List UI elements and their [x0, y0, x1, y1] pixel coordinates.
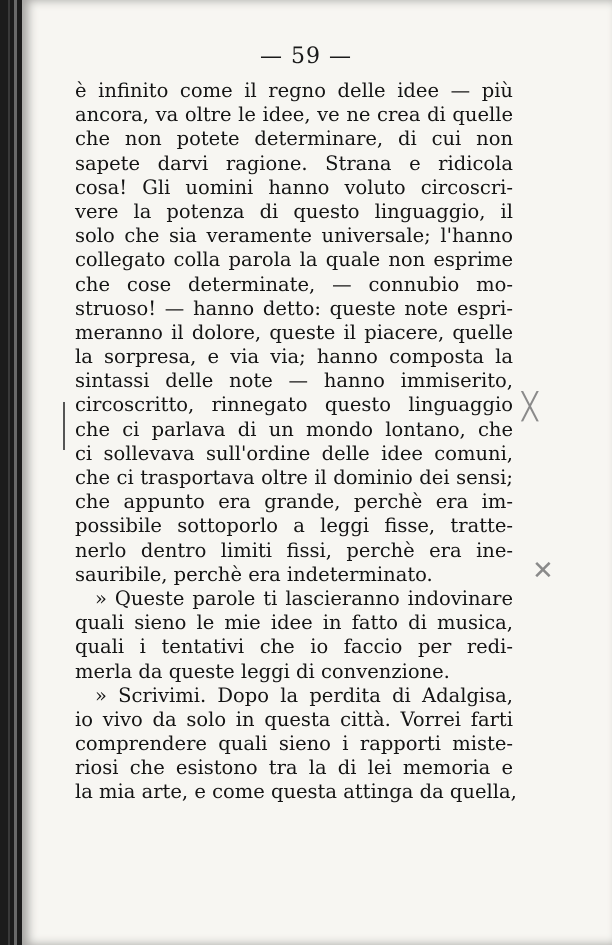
text-line: comprendere quali sieno i rapporti miste-	[75, 732, 513, 756]
margin-cross-mark-2: ✕	[532, 556, 554, 586]
text-line: la sorpresa, e via via; hanno composta la	[75, 345, 513, 369]
margin-cross-mark: ╳	[522, 392, 538, 422]
text-line: che appunto era grande, perchè era im-	[75, 490, 513, 514]
text-line: ci sollevava sull'ordine delle idee comuni,	[75, 441, 513, 465]
body-text	[75, 79, 517, 805]
text-line: è infinito come il regno delle idee — più	[75, 79, 513, 102]
text-line: vere la potenza di questo linguaggio, il	[75, 199, 513, 223]
binding-edge-dark	[8, 0, 10, 945]
text-line: » Scrivimi. Dopo la perdita di Adalgisa,	[95, 683, 513, 707]
text-line: » Queste parole ti lascieranno indovinare	[95, 586, 513, 610]
text-line: che ci trasportava oltre il dominio dei sensi;	[75, 466, 513, 489]
page-number: — 59 —	[260, 44, 352, 69]
text-line: che non potete determinare, di cui non	[75, 127, 513, 151]
text-line: struoso! — hanno detto: queste note espri-	[75, 296, 513, 320]
text-line: sapete darvi ragione. Strana e ridicola	[75, 151, 513, 175]
text-line: solo che sia veramente universale; l'hanno	[75, 224, 513, 248]
text-line: che ci parlava di un mondo lontano, che	[75, 417, 513, 441]
text-line: merla da queste leggi di convenzione.	[75, 659, 450, 683]
margin-bracket-mark	[63, 402, 65, 450]
text-line: quali i tentativi che io faccio per redi-	[75, 635, 513, 659]
text-line: sauribile, perchè era indeterminato.	[75, 562, 433, 586]
text-line: possibile sottoporlo a leggi fisse, tratte-	[75, 514, 513, 538]
text-line: meranno il dolore, queste il piacere, quelle	[75, 320, 513, 344]
text-line: sintassi delle note — hanno immiserito,	[75, 369, 513, 393]
text-line: io vivo da solo in questa città. Vorrei farti	[75, 707, 513, 731]
text-line: collegato colla parola la quale non esprime	[75, 248, 513, 272]
text-line: quali sieno le mie idee in fatto di musica,	[75, 611, 513, 635]
text-line: riosi che esistono tra la di lei memoria e	[75, 756, 513, 780]
text-line: ancora, va oltre le idee, ve ne crea di quelle	[75, 103, 513, 127]
text-line: nerlo dentro limiti fissi, perchè era ine-	[75, 538, 513, 562]
text-line: cosa! Gli uomini hanno voluto circoscri-	[75, 175, 513, 199]
text-line: circoscritto, rinnegato questo linguaggio	[75, 393, 513, 417]
text-line: la mia arte, e come questa attinga da quella,	[75, 780, 517, 804]
text-line: che cose determinate, — connubio mo-	[75, 272, 513, 296]
binding-edge	[14, 0, 17, 945]
